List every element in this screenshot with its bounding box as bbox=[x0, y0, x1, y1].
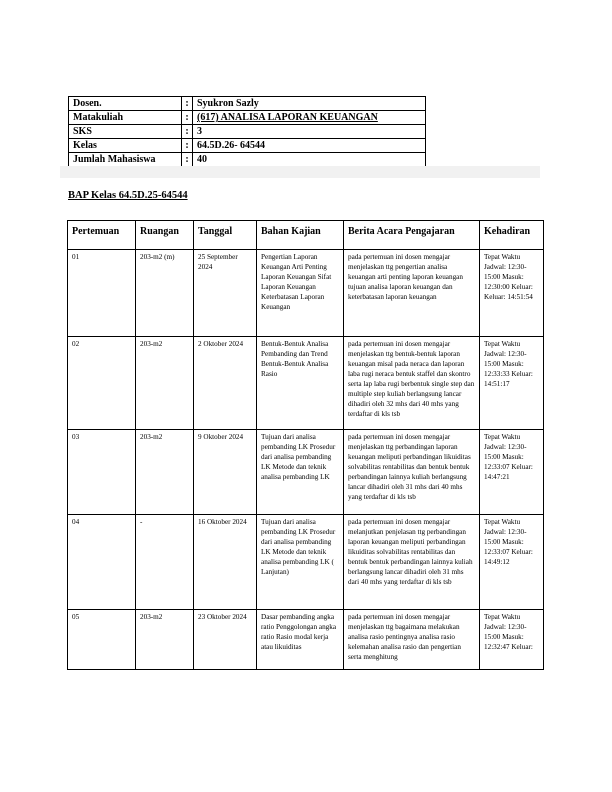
cell-berita-acara: pada pertemuan ini dosen mengajar menjelaskan ttg perbandingan laporan keuangan meliputi perbandingan likuiditas solvabilitas rentabilitas dan bentuk bentuk perbandingan lainnya kuliah berlangsung lancar dihadiri oleh 31 mhs dari 40 mhs yang terdaftar di kls tsb bbox=[344, 430, 480, 515]
section-title: BAP Kelas 64.5D.25-64544 bbox=[68, 190, 188, 201]
header-bahan-kajian: Bahan Kajian bbox=[257, 221, 344, 250]
info-colon: : bbox=[182, 125, 193, 139]
cell-berita-acara: pada pertemuan ini dosen mengajar menjelaskan ttg pengertian analisa keuangan arti penting laporan keuangan tujuan analisa laporan keuangan dan keterbatasan laporan keuangan bbox=[344, 250, 480, 337]
cell-tanggal: 9 Oktober 2024 bbox=[194, 430, 257, 515]
cell-ruangan: - bbox=[136, 515, 194, 610]
header-pertemuan: Pertemuan bbox=[68, 221, 136, 250]
info-row-dosen bbox=[69, 97, 426, 111]
table-row bbox=[68, 610, 544, 670]
cell-berita-acara: pada pertemuan ini dosen mengajar melanjutkan penjelasan ttg perbandingan laporan keuangan meliputi perbandingan likuiditas solvabilitas rentabilitas dan bentuk bentuk perbandingan lainnya kuliah berlangsung lancar dihadiri oleh 31 mhs dari 40 mhs yang terdaftar di kls tsb bbox=[344, 515, 480, 610]
table-row bbox=[68, 515, 544, 610]
section-band bbox=[60, 166, 540, 178]
info-value bbox=[193, 111, 426, 125]
info-label: Kelas bbox=[69, 139, 182, 153]
cell-tanggal: 25 September 2024 bbox=[194, 250, 257, 337]
header-kehadiran: Kehadiran bbox=[480, 221, 544, 250]
cell-pertemuan: 02 bbox=[68, 337, 136, 430]
info-colon: : bbox=[182, 111, 193, 125]
info-row-matakuliah bbox=[69, 111, 426, 125]
info-row-sks bbox=[69, 125, 426, 139]
cell-ruangan: 203-m2 (m) bbox=[136, 250, 194, 337]
cell-kehadiran: Tepat Waktu Jadwal: 12:30-15:00 Masuk: 12:32:47 Keluar: bbox=[480, 610, 544, 670]
cell-bahan-kajian: Dasar pembanding angka ratio Penggolongan angka ratio Rasio modal kerja atau likuiditas bbox=[257, 610, 344, 670]
info-colon: : bbox=[182, 153, 193, 167]
bap-table bbox=[67, 220, 544, 670]
info-row-jumlah bbox=[69, 153, 426, 167]
info-row-kelas bbox=[69, 139, 426, 153]
info-label: Dosen. bbox=[69, 97, 182, 111]
header-berita-acara: Berita Acara Pengajaran bbox=[344, 221, 480, 250]
info-value-text: (617) ANALISA LAPORAN KEUANGAN bbox=[197, 112, 378, 123]
cell-ruangan: 203-m2 bbox=[136, 430, 194, 515]
cell-pertemuan: 01 bbox=[68, 250, 136, 337]
cell-pertemuan: 04 bbox=[68, 515, 136, 610]
cell-pertemuan: 05 bbox=[68, 610, 136, 670]
cell-tanggal: 23 Oktober 2024 bbox=[194, 610, 257, 670]
cell-ruangan: 203-m2 bbox=[136, 337, 194, 430]
table-row bbox=[68, 337, 544, 430]
cell-bahan-kajian: Tujuan dari analisa pembanding LK Prosedur dari analisa pembanding LK Metode dan teknik analisa pembanding LK ( Lanjutan) bbox=[257, 515, 344, 610]
course-info-table bbox=[68, 96, 426, 167]
info-label: SKS bbox=[69, 125, 182, 139]
cell-bahan-kajian: Pengertian Laporan Keuangan Arti Penting Laporan Keuangan Sifat Laporan Keuangan Keterbatasan Laporan Keuangan bbox=[257, 250, 344, 337]
info-label: Matakuliah bbox=[69, 111, 182, 125]
table-row bbox=[68, 430, 544, 515]
table-row bbox=[68, 250, 544, 337]
header-ruangan: Ruangan bbox=[136, 221, 194, 250]
cell-tanggal: 2 Oktober 2024 bbox=[194, 337, 257, 430]
info-colon: : bbox=[182, 97, 193, 111]
info-label: Jumlah Mahasiswa bbox=[69, 153, 182, 167]
table-header-row bbox=[68, 221, 544, 250]
cell-bahan-kajian: Tujuan dari analisa pembanding LK Prosedur dari analisa pembanding LK Metode dan teknik analisa pembanding LK bbox=[257, 430, 344, 515]
cell-tanggal: 16 Oktober 2024 bbox=[194, 515, 257, 610]
cell-kehadiran: Tepat Waktu Jadwal: 12:30-15:00 Masuk: 12:30:00 Keluar: Keluar: 14:51:54 bbox=[480, 250, 544, 337]
cell-berita-acara: pada pertemuan ini dosen mengajar menjelaskan ttg bagaimana melakukan analisa rasio pentingnya analisa rasio kelemahan analisa rasio dan pengertian serta menghitung bbox=[344, 610, 480, 670]
info-value: Syukron Sazly bbox=[193, 97, 426, 111]
info-colon: : bbox=[182, 139, 193, 153]
cell-kehadiran: Tepat Waktu Jadwal: 12:30-15:00 Masuk: 12:33:33 Keluar: 14:51:17 bbox=[480, 337, 544, 430]
cell-pertemuan: 03 bbox=[68, 430, 136, 515]
cell-kehadiran: Tepat Waktu Jadwal: 12:30-15:00 Masuk: 12:33:07 Keluar: 14:49:12 bbox=[480, 515, 544, 610]
info-value: 3 bbox=[193, 125, 426, 139]
header-tanggal: Tanggal bbox=[194, 221, 257, 250]
cell-kehadiran: Tepat Waktu Jadwal: 12:30-15:00 Masuk: 12:33:07 Keluar: 14:47:21 bbox=[480, 430, 544, 515]
info-value: 64.5D.26- 64544 bbox=[193, 139, 426, 153]
cell-bahan-kajian: Bentuk-Bentuk Analisa Pembanding dan Trend Bentuk-Bentuk Analisa Rasio bbox=[257, 337, 344, 430]
cell-ruangan: 203-m2 bbox=[136, 610, 194, 670]
info-value: 40 bbox=[193, 153, 426, 167]
cell-berita-acara: pada pertemuan ini dosen mengajar menjelaskan ttg bentuk-bentuk laporan keuangan misal pada neraca dan laporan laba rugi neraca bentuk staffel dan skontro serta lap laba rugi berbentuk single step dan multiple step kuliah berlangsung lancar dihadiri oleh 32 mhs dari 40 mhs yang terdaftar di kls tsb bbox=[344, 337, 480, 430]
